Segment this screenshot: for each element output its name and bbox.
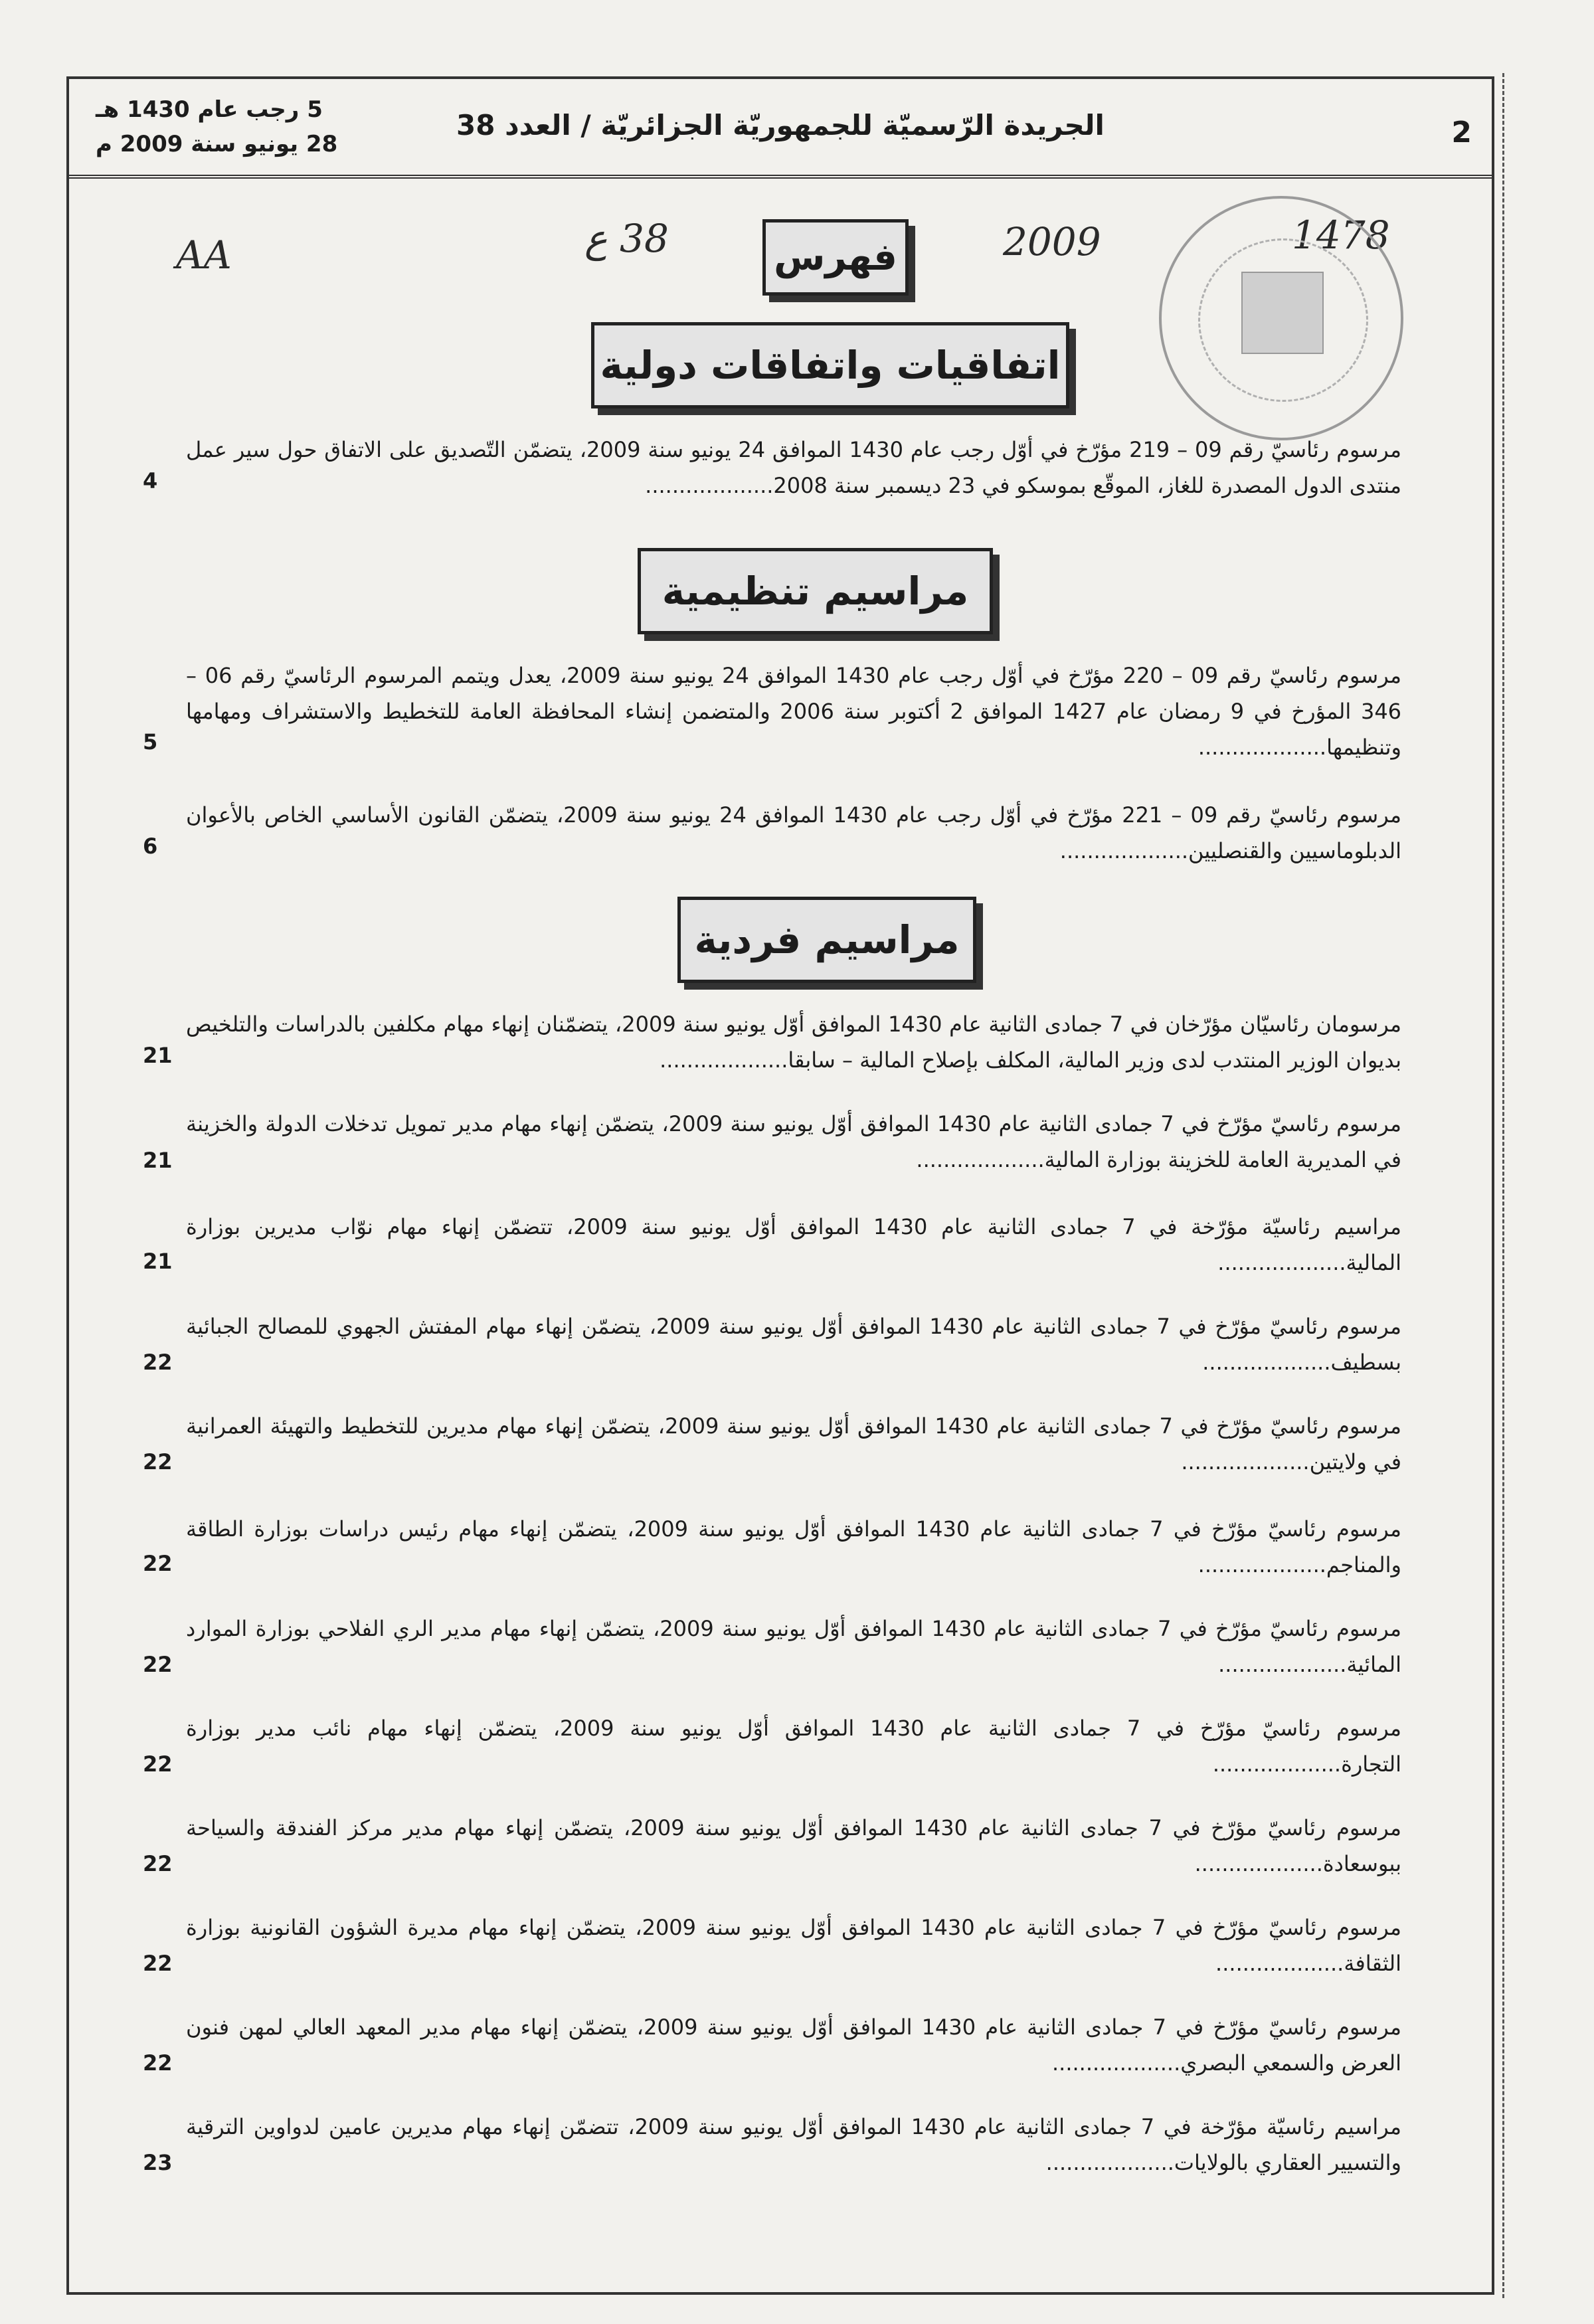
journal-title: الجريدة الرّسميّة للجمهوريّة الجزائريّة / العدد 38 [456, 109, 1105, 141]
toc-page-number: 21 [143, 1043, 173, 1068]
toc-entry[interactable]: مرسوم رئاسيّ رقم 09 – 219 مؤرّخ في أوّل رجب عام 1430 الموافق 24 يونيو سنة 2009، يتضمّن التّصديق على الاتفاق حول سير عمل منتدى الدول المصدرة للغاز، الموقّع بموسكو في 23 ديسمبر سنة 2008................... [186, 437, 1402, 498]
toc-page-number: 22 [143, 1350, 173, 1375]
handwritten-note-left: AA [176, 232, 232, 278]
toc-page-number: 4 [143, 468, 158, 493]
page-number: 2 [1451, 116, 1472, 149]
toc-page-number: 23 [143, 2150, 173, 2175]
toc-page-number: 22 [143, 1551, 173, 1576]
toc-entry[interactable]: مرسوم رئاسيّ مؤرّخ في 7 جمادى الثانية عام 1430 الموافق أوّل يونيو سنة 2009، يتضمّن إنهاء مهام مدير المعهد العالي لمهن فنون العرض والسمعي البصري................... [186, 2014, 1402, 2076]
toc-entry[interactable]: مرسوم رئاسيّ مؤرّخ في 7 جمادى الثانية عام 1430 الموافق أوّل يونيو سنة 2009، يتضمّن إنهاء مهام المفتش الجهوي للمصالح الجبائية بسطيف................... [186, 1314, 1402, 1375]
toc-page-number: 22 [143, 1951, 173, 1976]
toc-page-number: 6 [143, 834, 158, 859]
toc-entry[interactable]: مراسيم رئاسيّة مؤرّخة في 7 جمادى الثانية عام 1430 الموافق أوّل يونيو سنة 2009، تتضمّن إنهاء مهام مديرين عامين لدواوين الترقية والتسيير العقاري بالولايات................... [186, 2114, 1402, 2175]
handwritten-note-year: 2009 [1003, 219, 1101, 264]
toc-page-number: 22 [143, 1652, 173, 1677]
toc-entry[interactable]: مراسيم رئاسيّة مؤرّخة في 7 جمادى الثانية عام 1430 الموافق أوّل يونيو سنة 2009، تتضمّن إنهاء مهام نوّاب مديرين بوزارة المالية................... [186, 1214, 1402, 1275]
section-title-individual-decrees: مراسيم فردية [677, 897, 976, 983]
toc-entry[interactable]: مرسومان رئاسيّان مؤرّخان في 7 جمادى الثانية عام 1430 الموافق أوّل يونيو سنة 2009، يتضمّنان إنهاء مهام مكلفين بالدراسات والتلخيص بديوان الوزير المنتدب لدى وزير المالية، المكلف بإصلاح المالية – سابقا................... [186, 1012, 1402, 1073]
section-title-regulatory-decrees: مراسيم تنظيمية [638, 548, 993, 634]
toc-page-number: 22 [143, 1449, 173, 1475]
handwritten-note-issue: 38 ع [584, 216, 669, 261]
toc-entry[interactable]: مرسوم رئاسيّ مؤرّخ في 7 جمادى الثانية عام 1430 الموافق أوّل يونيو سنة 2009، يتضمّن إنهاء مهام مدير الري الفلاحي بوزارة الموارد المائية................... [186, 1616, 1402, 1677]
library-stamp [1159, 196, 1403, 440]
perforation-line [1502, 73, 1504, 2298]
toc-page-number: 22 [143, 2050, 173, 2076]
hijri-date: 5 رجب عام 1430 هـ [96, 96, 323, 123]
toc-entry[interactable]: مرسوم رئاسيّ مؤرّخ في 7 جمادى الثانية عام 1430 الموافق أوّل يونيو سنة 2009، يتضمّن إنهاء مهام نائب مدير بوزارة التجارة................... [186, 1716, 1402, 1777]
toc-title: فهرس [762, 219, 909, 296]
toc-entry[interactable]: مرسوم رئاسيّ مؤرّخ في 7 جمادى الثانية عام 1430 الموافق أوّل يونيو سنة 2009، يتضمّن إنهاء مهام رئيس دراسات بوزارة الطاقة والمناجم................... [186, 1516, 1401, 1577]
toc-entry[interactable]: مرسوم رئاسيّ مؤرّخ في 7 جمادى الثانية عام 1430 الموافق أوّل يونيو سنة 2009، يتضمّن إنهاء مهام مدير مركز الفندقة والسياحة ببوسعادة................... [186, 1815, 1402, 1876]
toc-entry[interactable]: مرسوم رئاسيّ مؤرّخ في 7 جمادى الثانية عام 1430 الموافق أوّل يونيو سنة 2009، يتضمّن إنهاء مهام مديرة الشؤون القانونية بوزارة الثقافة................... [186, 1915, 1402, 1976]
toc-page-number: 21 [143, 1249, 173, 1274]
toc-page-number: 5 [143, 729, 158, 755]
toc-entry[interactable]: مرسوم رئاسيّ رقم 09 – 221 مؤرّخ في أوّل رجب عام 1430 الموافق 24 يونيو سنة 2009، يتضمّن القانون الأساسي الخاص بالأعوان الدبلوماسيين والقنصليين................... [186, 802, 1402, 863]
handwritten-note-right: 1478 [1292, 213, 1390, 258]
page-header [69, 79, 1492, 179]
toc-entry[interactable]: مرسوم رئاسيّ مؤرّخ في 7 جمادى الثانية عام 1430 الموافق أوّل يونيو سنة 2009، يتضمّن إنهاء مهام مديرين للتخطيط والتهيئة العمرانية في ولايتين................... [186, 1413, 1402, 1475]
toc-page-number: 21 [143, 1148, 173, 1173]
gregorian-date: 28 يونيو سنة 2009 م [96, 131, 338, 157]
section-title-international-agreements: اتفاقيات واتفاقات دولية [591, 322, 1069, 408]
toc-entry[interactable]: مرسوم رئاسيّ مؤرّخ في 7 جمادى الثانية عام 1430 الموافق أوّل يونيو سنة 2009، يتضمّن إنهاء مهام مدير تمويل تدخلات الدولة والخزينة في المديرية العامة للخزينة بوزارة المالية................... [186, 1111, 1402, 1172]
stamp-emblem [1241, 272, 1324, 354]
toc-page-number: 22 [143, 1851, 173, 1876]
header-date [96, 92, 337, 161]
toc-page-number: 22 [143, 1751, 173, 1777]
toc-entry[interactable]: مرسوم رئاسيّ رقم 09 – 220 مؤرّخ في أوّل رجب عام 1430 الموافق 24 يونيو سنة 2009، يعدل ويتمم المرسوم الرئاسيّ رقم 06 – 346 المؤرخ في 9 رمضان عام 1427 الموافق 2 أكتوبر سنة 2006 والمتضمن إنشاء المحافظة العامة للتخطيط والاستشراف ومهامها وتنظيمها................... [186, 663, 1402, 760]
